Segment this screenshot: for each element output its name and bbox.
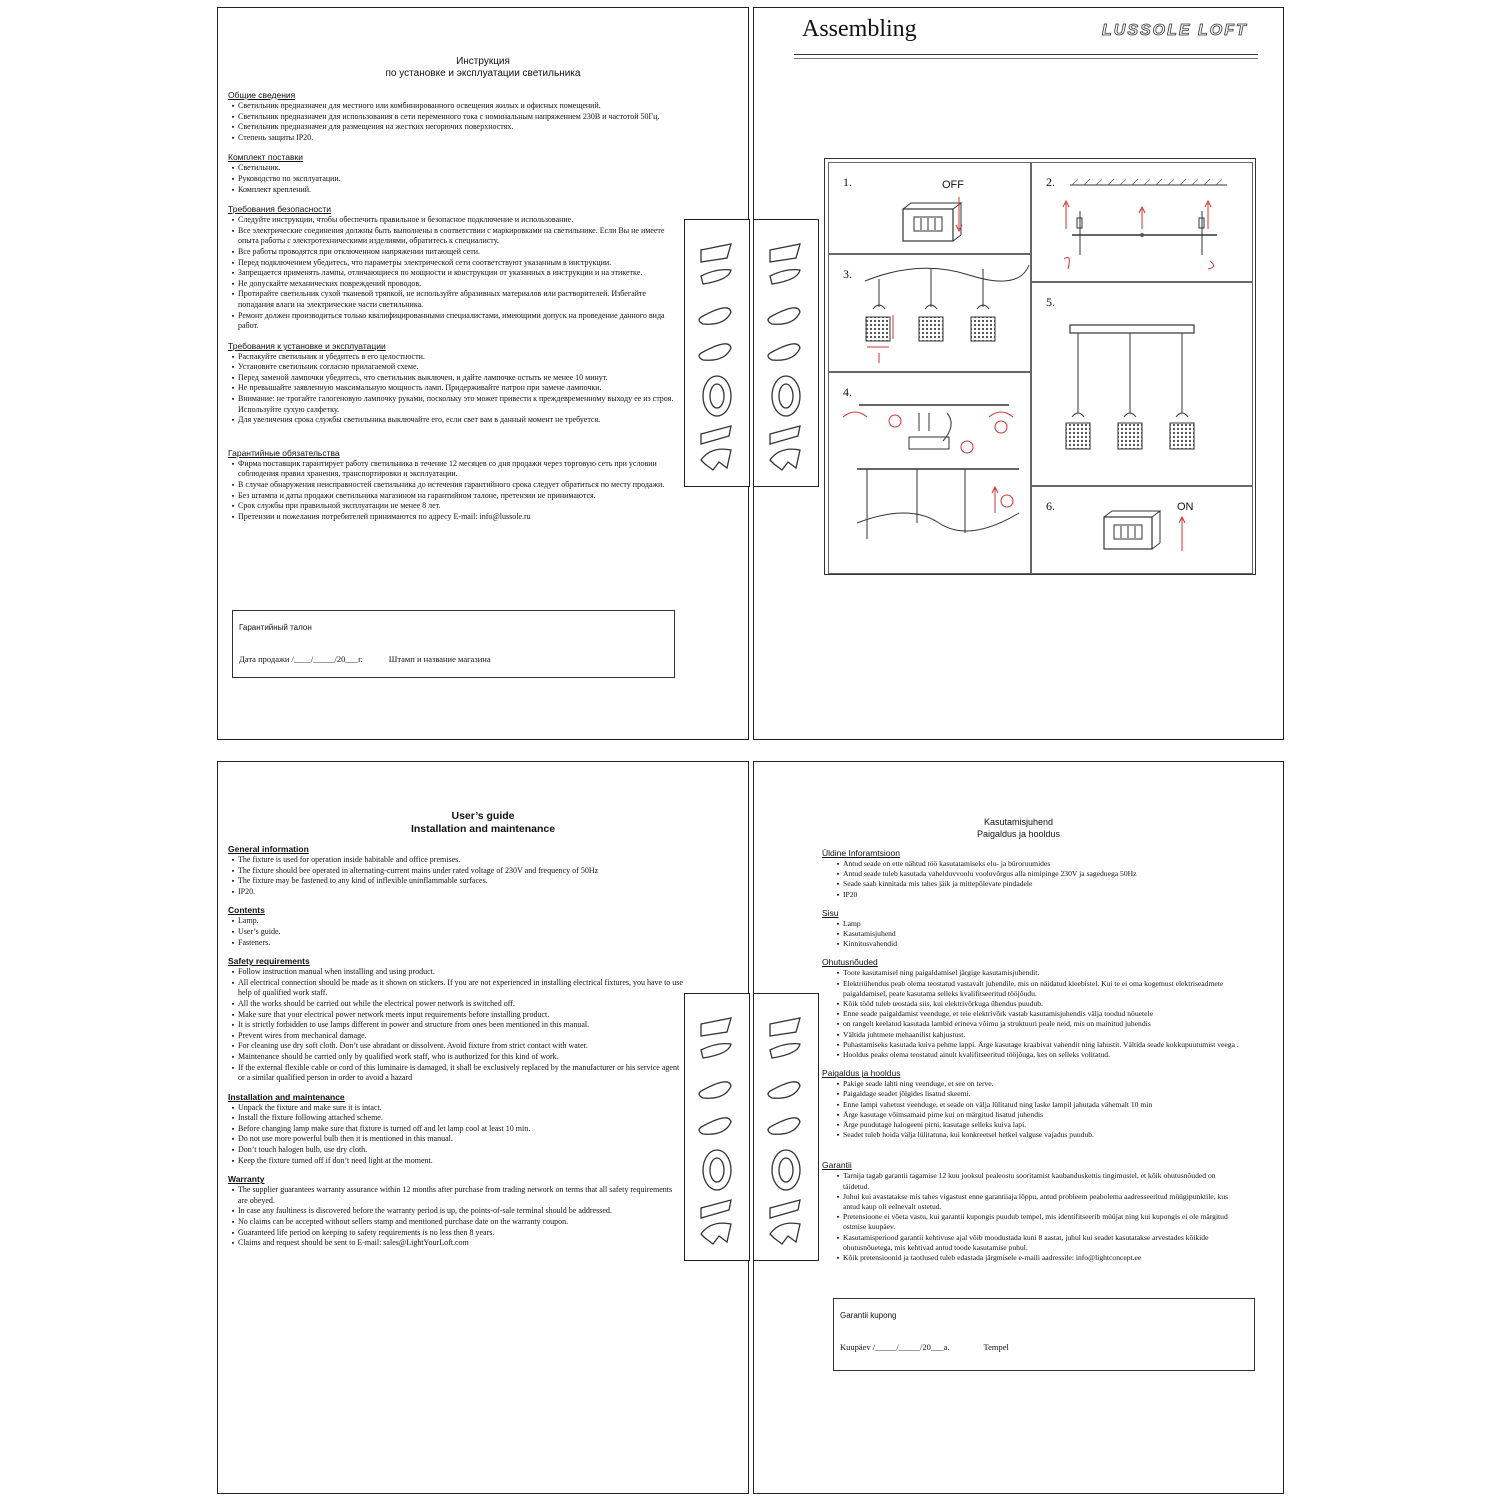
list-item: ▪ Kõik tööd tuleb teostada siis, kui elektrivõrkuga ühendus puudub. [833,999,1242,1009]
list-item: ▪ Протирайте светильник сухой тканевой тряпкой, не используйте абразивных материалов или растворителей. Избегайте попадания влаги на электрические части светильника. [228,289,683,310]
section-heading: Требования к установке и эксплуатации [228,340,386,351]
page-subtitle: по установке и эксплуатации светильника [385,68,581,79]
list-item: ▪ The supplier guarantees warranty assurance within 12 months after purchase from trading network on terms that all safety requirements are obeyed. [228,1185,683,1206]
section-heading: Общие сведения [228,90,296,100]
section-heading: Paigaldus ja hooldus [822,1068,901,1079]
list-item: ▪ Toote kasutamisel ning paigaldamisel järgige kasutamisjuhendit. [833,968,1242,978]
sections [218,90,748,522]
assembled-fixture-icon [1032,283,1254,487]
assembling-title: Assembling [802,16,917,42]
section-heading: Требования безопасности [228,204,331,215]
list-item: ▪ Для увеличения срока службы светильника выключайте его, если свет вам в данный момент не требуется. [228,415,683,426]
page-title: Инструкция [456,56,510,67]
list-item: ▪ Install the fixture following attached scheme. [228,1113,683,1124]
step-2 [1031,162,1253,282]
list-item: ▪ Фирма поставщик гарантирует работу светильника в течение 12 месяцев со дня продажи через торговую сеть при условии соблюдения правил хранения, транспортировки и эксплуатации. [228,459,683,480]
list-item: ▪ Светильник предназначен для местного или комбинированного освещения жилых и офисных помещений. [228,101,683,112]
list-item: ▪ Комплект креплений. [228,185,683,196]
list-item: ▪ Претензии и пожелания потребителей принимаются по адресу E-mail: info@lussole.ru [228,512,683,523]
brand-logo-strip [684,219,750,487]
section-heading: Contents [228,905,265,916]
section [822,908,1242,950]
lussole-logo-icon [685,220,749,486]
list-item: ▪ Запрещается применять лампы, отличающиеся по мощности и конструкции от указанных в инструкции и на этикетке. [228,268,683,279]
brand-logo-strip [684,993,750,1261]
list-item: ▪ Pretensioone ei võeta vastu, kui garantii kupongis puudub tempel, mis identifitseerib müüjat ning kui kupongis ei ole märgitud ostmise kuupäev. [833,1212,1242,1232]
list-item: ▪ Claims and request should be sent to E-mail: sales@LightYourLoft.com [228,1238,683,1249]
lussole-logo-icon [754,220,818,486]
list-item: ▪ Paigaldage seadet jõlgides lisatud skeemi. [833,1089,1242,1099]
list-item: ▪ Следуйте инструкции, чтобы обеспечить правильное и безопасное подключение и использование. [228,215,683,226]
section-heading: Warranty [228,1174,265,1185]
brand-logo-strip [753,993,819,1261]
section [228,1092,683,1167]
sections [218,844,748,1249]
section-heading: Safety requirements [228,956,310,967]
list-item: ▪ IP20. [228,887,683,898]
list-item: ▪ Не допускайте механических повреждений проводов. [228,279,683,290]
step-6 [1031,486,1253,574]
step-number: 2. [1046,175,1055,189]
page-title: User’s guide [451,810,515,822]
list-item: ▪ In case any faultiness is discovered before the warranty period is up, the points-of-sale terminal should be addressed. [228,1206,683,1217]
page-subtitle: Paigaldus ja hooldus [976,829,1061,839]
brand-logo-strip [753,219,819,487]
list-item: ▪ Seade saab kinnitada mis tahes jäik ja mittepõlevate pindadele [833,879,1242,889]
assembly-diagram [824,158,1256,575]
lussole-logo-icon [685,994,749,1260]
english-guide-page [217,761,749,1494]
list-item: ▪ Fasteners. [228,938,683,949]
list-item: ▪ Do not use more powerful bulb then it is mentioned in this manual. [228,1134,683,1145]
section [228,1174,683,1249]
section [228,905,683,948]
coupon-date: Kuupäev /_____/_____/20___a. [840,1342,950,1352]
list-item: ▪ IP20 [833,890,1242,900]
shade-fitting-icon [829,255,1032,373]
section [228,341,683,426]
list-item: ▪ Don’t touch halogen bulb, use dry cloth. [228,1145,683,1156]
header-rule [794,58,1258,59]
step-1 [828,162,1031,254]
section [822,848,1242,900]
step-number: 1. [843,175,852,189]
list-item: ▪ Enne lampi vahetust veenduge, et seade on välja lülitatud ning laske lampil jahutada vähemalt 10 min [833,1100,1242,1110]
section-heading: General information [228,844,309,854]
list-item: ▪ Juhul kui avastatakse mis tahes vigastust enne garantiiaja lõppu, antud probleem peabolema aadresseeritud müügipunktile, kus antud kaup oli eelnevalt ostetud. [833,1192,1242,1212]
list-item: ▪ Follow instruction manual when installing and using product. [228,967,683,978]
step-4 [828,372,1031,574]
list-item: ▪ В случае обнаружения неисправностей светильника до истечения гарантийного срока следует обратиться по месту продажи. [228,480,683,491]
list-item: ▪ Kasutamisjuhend [833,929,1242,939]
list-item: ▪ Vältida juhtmete mehaanilist kahjustust. [833,1030,1242,1040]
header-rule [794,54,1258,55]
section [228,152,683,195]
page-title: Kasutamisjuhend [983,817,1054,827]
switch-on-icon [1032,487,1254,575]
list-item: ▪ Prevent wires from mechanical damage. [228,1031,683,1042]
step-3 [828,254,1031,372]
list-item: ▪ Antud seade on ette nähtud töö kasutatamiseks elu- ja büroruumides [833,859,1242,869]
list-item: ▪ Make sure that your electrical power network meets input requirements before installing product. [228,1010,683,1021]
section-heading: Garantii [822,1160,852,1171]
section [228,90,683,143]
list-item: ▪ Lamp [833,919,1242,929]
section [228,956,683,1084]
list-item: ▪ No claims can be accepted without sellers stamp and mentioned purchase date on the warranty coupon. [228,1217,683,1228]
section-heading: Sisu [822,907,839,918]
list-item: ▪ Puhastamiseks kasutada kuiva pehme lappi. Ärge kasutage kraabivat vahendit ning lahustit. Vältida seade kokkupuutumist veega . [833,1040,1242,1050]
list-item: ▪ Светильник предназначен для использования в сети переменного тока с номинальным напряжением 230В и частотой 50Гц. [228,112,683,123]
coupon-stamp: Штамп и название магазина [388,654,491,664]
list-item: ▪ Все работы проводятся при отключенном напряжении питающей сети. [228,247,683,258]
list-item: ▪ Lamp. [228,916,683,927]
list-item: ▪ The fixture should bee operated in alternating-current mains under rated voltage of 230V and frequency of 50Hz [228,866,683,877]
list-item: ▪ User’s guide. [228,927,683,938]
list-item: ▪ All electrical connection should be made as it shown on stickers. If you are not experienced in installing electrical fixtures, you have to use help of qualified work staff. [228,978,683,999]
list-item: ▪ If the external flexible cable or cord of this luminaire is damaged, it shall be exclusively replaced by the manufacturer or his service agent or a similar qualified person in order to avoid a hazard [228,1063,683,1084]
section [228,844,683,897]
coupon-stamp: Tempel [983,1342,1009,1352]
list-item: ▪ Руководство по эксплуатации. [228,174,683,185]
list-item: ▪ Hooldus peaks olema teostatud ainult kvalifitseeritud tööjõuga, kes on selleks volitatud. [833,1050,1242,1060]
list-item: ▪ Внимание: не трогайте галогеновую лампочку руками, поскольку это может привести к преждевременному выходу ее из строя. Используйте сухую салфетку. [228,394,683,415]
list-item: ▪ Enne seade paigaldamist veenduge, et teie elektrivõrk vastab kasutamisjuhendis välja toodud nõuetele [833,1009,1242,1019]
step-number: 6. [1046,499,1055,513]
list-item: ▪ Unpack the fixture and make sure it is intact. [228,1103,683,1114]
section-heading: Üldine Inforamtsioon [822,848,900,858]
warranty-coupon [232,610,675,678]
ceiling-mount-icon [1032,163,1254,283]
section-heading: Гарантийные обязательства [228,447,340,458]
list-item: ▪ Pakige seade lahti ning veenduge, et see on terve. [833,1079,1242,1089]
lussole-logo-icon [754,994,818,1260]
list-item: ▪ Не превышайте заявленную максимальную мощность ламп. Придерживайте патрон при замене лампочки. [228,383,683,394]
step-number: 5. [1046,295,1055,309]
list-item: ▪ Elektriühendus peab olema teostatud vastavalt juhendile, mis on näidatud kleebistel. Kui te ei oma kogemust elektriseadmete paigaldamisel, peate kasutama selleks kvalifitseeritud tööjõudu. [833,979,1242,999]
list-item: ▪ Установите светильник согласно прилагаемой схеме. [228,362,683,373]
list-item: ▪ Перед подключением убедитесь, что параметры электрической сети соответствуют указанным в инструкции. [228,258,683,269]
estonian-guide-page [753,761,1284,1494]
section [822,957,1242,1060]
step-number: 3. [843,267,852,281]
list-item: ▪ Maintenance should be carried only by qualified work staff, who is authorized for this kind of work. [228,1052,683,1063]
coupon-date: Дата продажи /____/_____/20___г. [239,654,363,664]
list-item: ▪ For cleaning use dry soft cloth. Don’t use abradant or dissolvent. Avoid fixture from strict contact with water. [228,1041,683,1052]
list-item: ▪ Ärge puudutage halogeeni pirni, kasutage selleks kuiva lapi. [833,1120,1242,1130]
list-item: ▪ Ärge kasutage võimsamaid pirne kui on märgitud lisatud juhendis [833,1110,1242,1120]
list-item: ▪ All the works should be carried out while the electrical power network is switched off. [228,999,683,1010]
list-item: ▪ on rangelt keelatud kasutada lambid erineva võimu ja struktuuri peale neid, mis on mainitud juhendis [833,1019,1242,1029]
coupon-title: Garantii kupong [840,1311,897,1320]
list-item: ▪ Все электрические соединения должны быть выполнены в соответствии с маркировками на светильнике. Если Вы не имеете опыта работы с электротехническими изделиями, обратитесь к специалисту. [228,226,683,247]
list-item: ▪ Срок службы при правильной эксплуатации не менее 8 лет. [228,501,683,512]
warranty-coupon [833,1298,1255,1371]
list-item: ▪ Before changing lamp make sure that fixture is turned off and let lamp cool at least 10 min. [228,1124,683,1135]
list-item: ▪ Kasutamisperiood garantii kehtivuse ajal võib moodustada kuni 8 aastat, juhul kui seadet kasutatakse arvestades kõikide ohutusnõuetega, mis kehtivad antud toode kasutamise puhul. [833,1233,1242,1253]
list-item: ▪ Светильник предназначен для размещения на жестких негорючих поверхностях. [228,122,683,133]
list-item: ▪ Перед заменой лампочки убедитесь, что светильник выключен, и дайте лампочке остыть не менее 10 минут. [228,373,683,384]
section-heading: Installation and maintenance [228,1091,345,1102]
list-item: ▪ Распакуйте светильник и убедитесь в его целостности. [228,352,683,363]
section [822,1068,1242,1140]
list-item: ▪ Степень защиты IP20. [228,133,683,144]
switch-off-icon [829,163,1032,255]
section-heading: Ohutusnõuded [822,957,878,968]
list-item: ▪ Keep the fixture turned off if don’t need light at the moment. [228,1156,683,1167]
page-subtitle: Installation and maintenance [410,823,556,835]
list-item: ▪ Kõik pretensioonid ja taotlused tuleb edastada järgmisele e-maili aadressile: info@lightconcept.ee [833,1253,1242,1263]
list-item: ▪ Guaranteed life period on keeping to safety requirements is no less then 8 years. [228,1228,683,1239]
coupon-title: Гарантийный талон [239,623,312,632]
section [822,1160,1242,1263]
list-item: ▪ Kinnitusvahendid [833,939,1242,949]
list-item: ▪ Seadet tuleb hoida välja lülitatuna, kui konkreetsel hetkel valguse vajadus puudub. [833,1130,1242,1140]
wiring-icon [829,373,1032,575]
list-item: ▪ Tarnija tagab garantii tagamise 12 kuu jooksul pealeostu sooritamist kaubanduskettis tingimustel, et kõik ohutusnõuded on täidetud. [833,1171,1242,1191]
brand-logo: LUSSOLE LOFT [1102,22,1248,39]
list-item: ▪ It is strictly forbidden to use lamps different in power and structure from ones been mentioned in this manual. [228,1020,683,1031]
on-label: ON [1177,501,1194,513]
section-heading: Комплект поставки [228,152,303,163]
section [228,448,683,523]
list-item: ▪ The fixture is used for operation inside habitable and office premises. [228,855,683,866]
list-item: ▪ Без штампа и даты продажи светильника магазином на гарантийном талоне, претензии не принимаются. [228,491,683,502]
step-number: 4. [843,385,852,399]
list-item: ▪ Ремонт должен производиться только квалифицированными специалистами, имеющими допуск на проведение данного вида работ. [228,311,683,332]
list-item: ▪ The fixture may be fastened to any kind of inflexible uninflammable surfaces. [228,876,683,887]
off-label: OFF [942,179,964,191]
step-5 [1031,282,1253,486]
assembling-page [753,7,1284,740]
list-item: ▪ Светильник. [228,163,683,174]
list-item: ▪ Antud seade tuleb kasutada vahelduvvoolu vooluvõrgus alla nimipinge 230V ja sageduega 50Hz [833,869,1242,879]
sections [812,848,1283,1263]
russian-instruction-page [217,7,749,740]
section [228,204,683,332]
